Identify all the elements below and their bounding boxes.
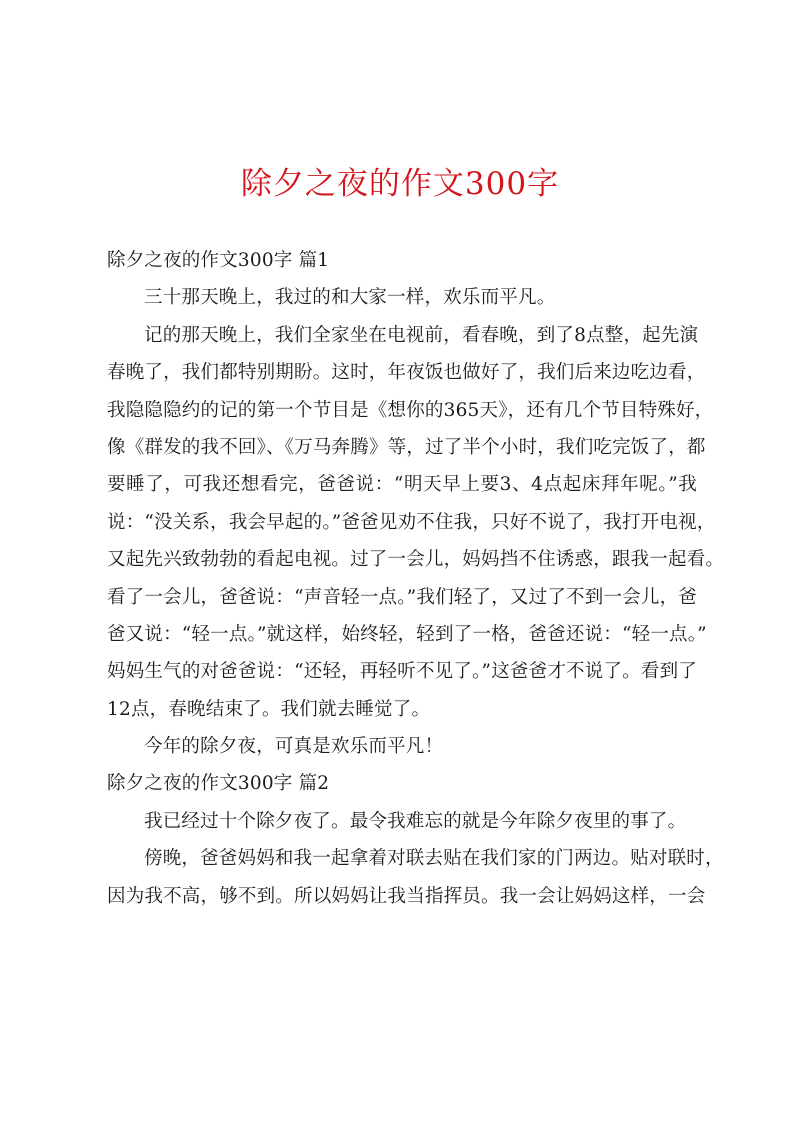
paragraph-line: 我已经过十个除夕夜了。最令我难忘的就是今年除夕夜里的事了。 [144, 810, 687, 832]
paragraph-line: 像《群发的我不回》、《万马奔腾》等，过了半个小时，我们吃完饭了，都 [107, 436, 706, 458]
paragraph-line: 爸又说：“轻一点。”就这样，始终轻，轻到了一格，爸爸还说：“轻一点。” [107, 623, 707, 645]
paragraph-line: 春晚了，我们都特别期盼。这时，年夜饭也做好了，我们后来边吃边看， [107, 362, 706, 384]
document-body [107, 242, 725, 915]
paragraph-line: 说：“没关系，我会早起的。”爸爸见劝不住我，只好不说了，我打开电视， [107, 511, 716, 533]
paragraph-line: 12点，春晚结束了。我们就去睡觉了。 [107, 698, 431, 720]
document-title: 除夕之夜的作文300字 [240, 166, 560, 202]
paragraph-line: 看了一会儿，爸爸说：“声音轻一点。”我们轻了，又过了不到一会儿，爸 [107, 586, 697, 608]
section-heading: 除夕之夜的作文300字 篇1 [107, 250, 330, 271]
paragraph-line: 又起先兴致勃勃的看起电视。过了一会儿，妈妈挡不住诱惑，跟我一起看。 [107, 549, 725, 571]
paragraph-line: 今年的除夕夜，可真是欢乐而平凡！ [144, 736, 444, 758]
paragraph-line: 记的那天晚上，我们全家坐在电视前，看春晚，到了8点整，起先演 [144, 324, 699, 346]
paragraph-line: 傍晚，爸爸妈妈和我一起拿着对联去贴在我们家的门两边。贴对联时， [144, 848, 724, 870]
paragraph-line: 我隐隐隐约的记的第一个节目是《想你的365天》，还有几个节目特殊好， [107, 399, 714, 421]
paragraph-line: 因为我不高，够不到。所以妈妈让我当指挥员。我一会让妈妈这样，一会 [107, 885, 706, 907]
paragraph-line: 要睡了，可我还想看完，爸爸说：“明天早上要3、4点起床拜年呢。”我 [107, 474, 697, 496]
section-heading: 除夕之夜的作文300字 篇2 [107, 773, 330, 795]
paragraph-line: 三十那天晚上，我过的和大家一样，欢乐而平凡。 [144, 287, 556, 309]
paragraph-line: 妈妈生气的对爸爸说：“还轻，再轻听不见了。”这爸爸才不说了。看到了 [107, 661, 697, 683]
